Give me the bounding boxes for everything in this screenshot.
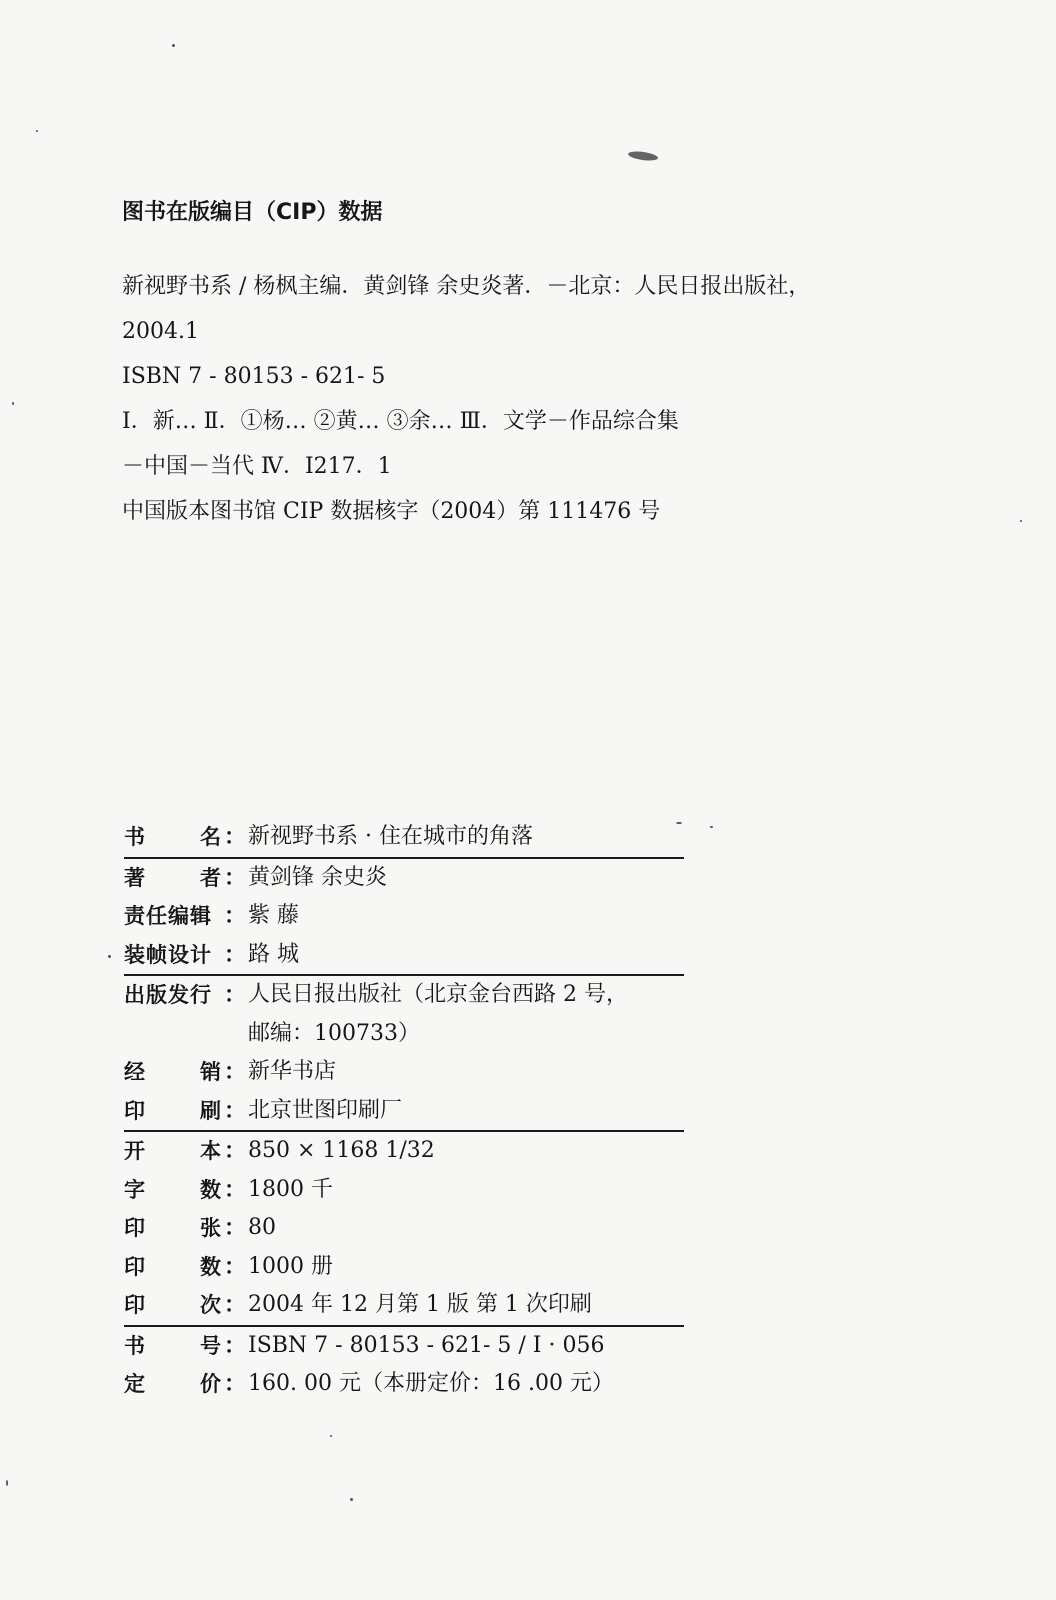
word-count-value: 1800 千 <box>248 1176 333 1202</box>
imprint-row-book-name: 书 名 ： 新视野书系 · 住在城市的角落 <box>124 818 684 859</box>
imprint-row-designer: 装帧设计 ： 路 城 <box>124 936 684 977</box>
cip-classification-line: Ⅰ．新… Ⅱ．①杨… ②黄… ③余… Ⅲ．文学－作品综合集 <box>122 409 679 434</box>
imprint-row-words: 字 数 ： 1800 千 <box>124 1171 684 1210</box>
imprint-row-edition: 印 次 ： 2004 年 12 月第 1 版 第 1 次印刷 <box>124 1286 684 1327</box>
price-value: 160. 00 元（本册定价：16 .00 元） <box>248 1371 614 1396</box>
label-colon: ： <box>224 1332 247 1359</box>
ink-speck <box>330 1435 332 1437</box>
label-colon: ： <box>224 903 247 929</box>
imprint-table <box>124 818 684 1404</box>
cip-isbn-line: ISBN 7 - 80153 - 621- 5 <box>122 364 386 389</box>
label-colon: ： <box>224 982 247 1008</box>
label-colon: ： <box>224 1097 247 1124</box>
cip-classification-line-2: －中国－当代 Ⅳ．I217．1 <box>122 454 392 479</box>
ink-speck <box>350 1498 353 1501</box>
label-colon: ： <box>224 864 247 891</box>
label-colon: ： <box>224 1138 247 1164</box>
label-colon: ： <box>224 824 247 850</box>
ink-smudge <box>628 150 659 162</box>
edition-value: 2004 年 12 月第 1 版 第 1 次印刷 <box>248 1292 592 1317</box>
ink-speck <box>12 402 14 405</box>
label-colon: ： <box>224 1253 247 1280</box>
imprint-row-sheets: 印 张 ： 80 <box>124 1209 684 1248</box>
cip-title: 图书在版编目（CIP）数据 <box>122 200 383 225</box>
ink-speck <box>36 130 38 132</box>
label-colon: ： <box>224 1371 247 1397</box>
label-colon: ： <box>224 1176 247 1203</box>
imprint-row-author: 著 者 ： 黄剑锋 余史炎 <box>124 859 684 898</box>
cip-series-line: 新视野书系 / 杨枫主编．黄剑锋 余史炎著．－北京：人民日报出版社， <box>122 274 811 299</box>
ink-speck <box>108 955 111 958</box>
sheets-value: 80 <box>248 1215 276 1240</box>
author-value: 黄剑锋 余史炎 <box>248 864 387 890</box>
imprint-row-isbn: 书 号 ： ISBN 7 - 80153 - 621- 5 / I · 056 <box>124 1327 684 1366</box>
imprint-row-publisher-cont <box>124 1015 684 1054</box>
imprint-row-editor: 责任编辑 ： 紫 藤 <box>124 897 684 936</box>
publisher-value: 人民日报出版社（北京金台西路 2 号， <box>248 982 628 1007</box>
imprint-row-copies: 印 数 ： 1000 册 <box>124 1248 684 1287</box>
imprint-row-printer: 印 刷 ： 北京世图印刷厂 <box>124 1092 684 1133</box>
editor-value: 紫 藤 <box>248 903 299 928</box>
label-colon: ： <box>224 1059 247 1085</box>
ink-speck <box>172 44 175 47</box>
publisher-postcode-value: 邮编：100733） <box>248 1020 420 1046</box>
cip-block <box>122 196 942 534</box>
imprint-row-publisher: 出版发行 ： 人民日报出版社（北京金台西路 2 号， <box>124 976 684 1015</box>
isbn-value: ISBN 7 - 80153 - 621- 5 / I · 056 <box>248 1332 605 1358</box>
imprint-row-format: 开 本 ： 850 × 1168 1/32 <box>124 1132 684 1171</box>
cip-date-line: 2004.1 <box>122 319 199 344</box>
imprint-row-distributor: 经 销 ： 新华书店 <box>124 1053 684 1092</box>
printer-value: 北京世图印刷厂 <box>248 1097 403 1123</box>
label-colon: ： <box>224 941 247 968</box>
ink-speck <box>710 826 713 828</box>
copies-value: 1000 册 <box>248 1253 333 1279</box>
label-colon: ： <box>224 1215 247 1241</box>
designer-value: 路 城 <box>248 941 299 967</box>
ink-speck <box>1020 520 1022 522</box>
label-colon: ： <box>224 1292 247 1318</box>
imprint-row-price: 定 价 ： 160. 00 元（本册定价：16 .00 元） <box>124 1365 684 1404</box>
book-name-value: 新视野书系 · 住在城市的角落 <box>248 824 533 849</box>
format-value: 850 × 1168 1/32 <box>248 1138 435 1163</box>
distributor-value: 新华书店 <box>248 1059 337 1084</box>
cip-record-number: 中国版本图书馆 CIP 数据核字（2004）第 111476 号 <box>122 499 661 524</box>
ink-speck <box>6 1480 8 1486</box>
